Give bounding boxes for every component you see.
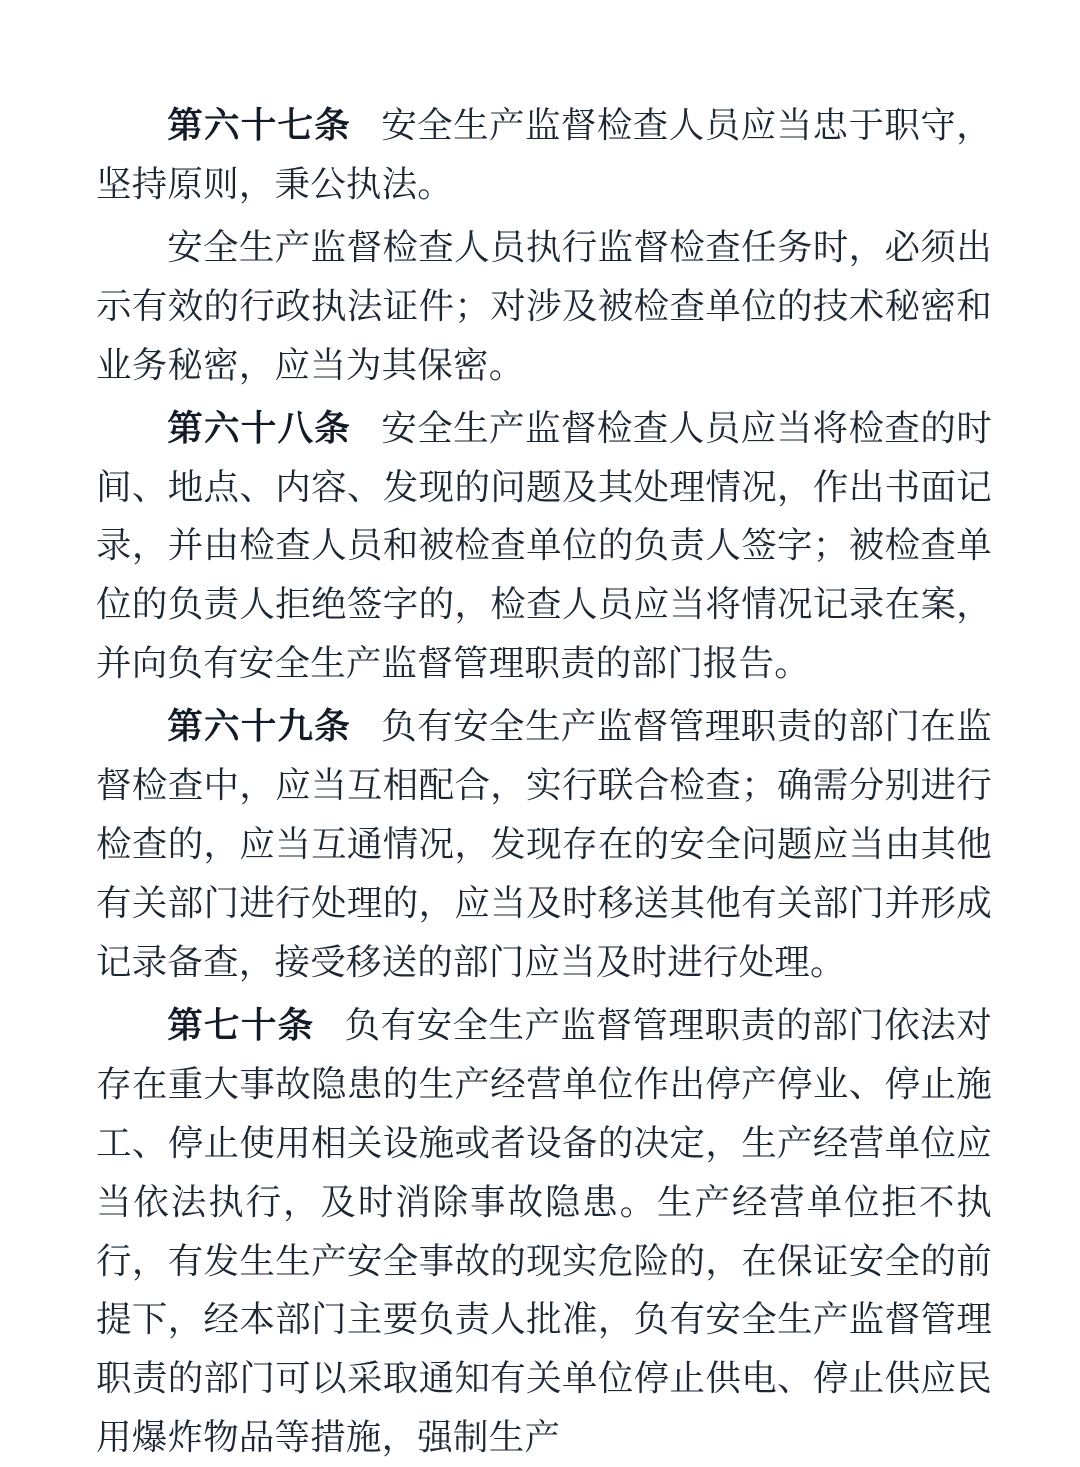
- article-text: 负有安全生产监督管理职责的部门在监督检查中，应当互相配合，实行联合检查；确需分别进行检查的，应当互通情况，发现存在的安全问题应当由其他有关部门进行处理的，应当及时移送其他有关部门并形成记录备查，接受移送的部门应当及时进行处理。: [96, 706, 992, 982]
- article-paragraph-70: [96, 996, 992, 1467]
- article-number-label: 第七十条: [167, 1004, 315, 1045]
- article-paragraph-68: [96, 399, 992, 694]
- article-number-label: 第六十七条: [167, 105, 351, 145]
- article-text: 安全生产监督检查人员应当将检查的时间、地点、内容、发现的问题及其处理情况，作出书面记录，并由检查人员和被检查单位的负责人签字；被检查单位的负责人拒绝签字的，检查人员应当将情况记录在案，并向负有安全生产监督管理职责的部门报告。: [96, 407, 992, 684]
- article-text: 负有安全生产监督管理职责的部门依法对存在重大事故隐患的生产经营单位作出停产停业、停止施工、停止使用相关设施或者设备的决定，生产经营单位应当依法执行，及时消除事故隐患。生产经营单位拒不执行，有发生生产安全事故的现实危险的，在保证安全的前提下，经本部门主要负责人批准，负有安全生产监督管理职责的部门可以采取通知有关单位停止供电、停止供应民用爆炸物品等措施，强制生产: [96, 1004, 992, 1458]
- article-number-label: 第六十九条: [167, 706, 351, 747]
- document-body: [96, 96, 992, 1467]
- article-paragraph-69: [96, 697, 992, 992]
- article-text: 安全生产监督检查人员执行监督检查任务时，必须出示有效的行政执法证件；对涉及被检查单位的技术秘密和业务秘密，应当为其保密。: [96, 226, 992, 385]
- article-number-label: 第六十八条: [167, 407, 351, 448]
- article-paragraph-67-continued: [96, 218, 992, 395]
- article-paragraph-67: [96, 96, 992, 214]
- article-text: 安全生产监督检查人员应当忠于职守，坚持原则，秉公执法。: [96, 105, 992, 204]
